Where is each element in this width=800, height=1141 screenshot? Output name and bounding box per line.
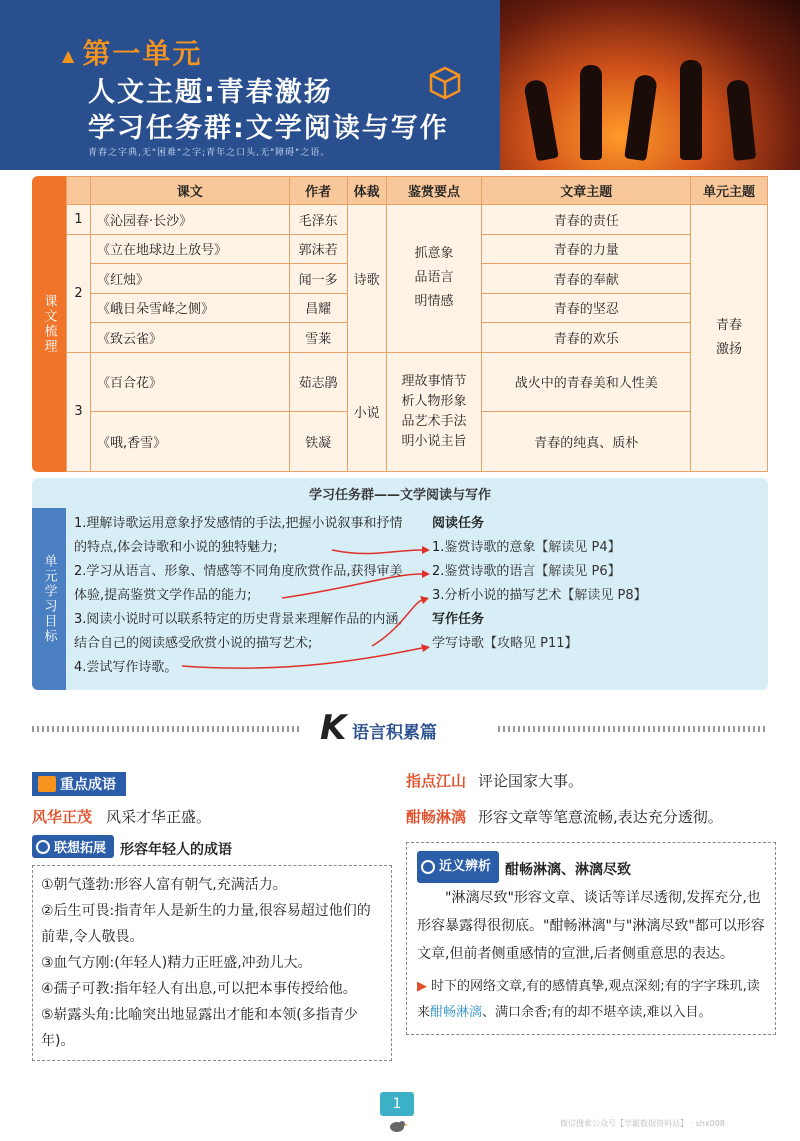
text-title: 《沁园春·长沙》 — [91, 205, 290, 235]
idiom-word: 指点江山 — [406, 772, 467, 790]
header-cell: 文章主题 — [482, 177, 691, 205]
text-author: 郭沫若 — [289, 234, 347, 264]
writing-task-heading: 写作任务 — [432, 612, 485, 627]
assoc-item: ①朝气蓬勃:形容人富有朝气,充满活力。 — [41, 876, 287, 893]
idiom-word: 风华正茂 — [32, 808, 93, 826]
key-idioms-tag — [32, 772, 126, 796]
reading-task — [432, 560, 762, 584]
goals-list — [74, 512, 414, 680]
task-text: 1.鉴赏诗歌的意象 — [432, 540, 536, 555]
jumping-youth-photo — [500, 0, 800, 170]
text-author: 铁凝 — [289, 412, 347, 472]
task-ref: 【解读见 P4】 — [535, 540, 621, 555]
point: 明小说主旨 — [401, 433, 467, 449]
reading-task — [432, 536, 762, 560]
task-ref: 【解读见 P6】 — [535, 564, 621, 579]
unit-header — [0, 0, 800, 170]
group-number: 3 — [67, 352, 91, 472]
assoc-tag — [32, 835, 114, 858]
unit-theme-line: 青春 — [716, 318, 743, 333]
text-title: 《峨日朵雪峰之侧》 — [91, 293, 290, 323]
synonym-tag — [417, 851, 499, 883]
point: 品语言 — [414, 270, 454, 286]
text-theme: 青春的纯真、质朴 — [482, 412, 691, 472]
synonym-title: 酣畅淋漓、淋漓尽致 — [505, 862, 632, 878]
goals-side-label: 单元学习目标 — [32, 508, 66, 690]
example-text: 、满口余香;有的却不堪卒读,难以入目。 — [482, 1005, 712, 1020]
synonym-body: "淋漓尽致"形容文章、谈话等详尽透彻,发挥充分,也形容暴露得很彻底。"酣畅淋漓"与"淋漓尽致"都可以形容文章,但前者侧重感情的宣泄,后者侧重意思的表达。 — [417, 890, 765, 962]
assoc-box — [32, 865, 392, 1061]
idiom-meaning: 评论国家大事。 — [478, 772, 584, 790]
task-ref: 【攻略见 P11】 — [484, 636, 578, 651]
point: 明情感 — [414, 294, 454, 310]
text-theme: 战火中的青春美和人性美 — [482, 352, 691, 412]
tag-text: 重点成语 — [60, 777, 116, 793]
task-text: 2.鉴赏诗歌的语言 — [432, 564, 536, 579]
dotted-divider — [32, 726, 302, 732]
humanities-theme: 人文主题:青春激扬 — [88, 77, 333, 108]
text-title: 《百合花》 — [91, 352, 290, 412]
example-highlight: 酣畅淋漓 — [430, 1005, 483, 1020]
goal-item: 3.阅读小说时可以联系特定的历史背景来理解作品的内涵,结合自己的阅读感受欣赏小说的描写艺术; — [74, 612, 403, 651]
synonym-header — [417, 851, 765, 884]
book-icon — [38, 776, 56, 792]
text-theme: 青春的力量 — [482, 234, 691, 264]
genre-poem: 诗歌 — [347, 205, 386, 353]
cube-icon — [428, 66, 462, 100]
unit-theme — [691, 205, 768, 472]
unit-title — [62, 32, 202, 72]
silhouette — [580, 65, 602, 160]
assoc-title: 形容年轻人的成语 — [120, 841, 233, 858]
tag-text: 联想拓展 — [54, 841, 107, 856]
task-group-title: 学习任务群:文学阅读与写作 — [88, 113, 449, 144]
task-text: 学写诗歌 — [432, 636, 485, 651]
group-number: 2 — [67, 234, 91, 352]
header-cell: 体裁 — [347, 177, 386, 205]
triangle-icon: ▲ — [62, 45, 77, 65]
header-cell: 单元主题 — [691, 177, 768, 205]
text-title: 《致云雀》 — [91, 323, 290, 353]
points-novel — [386, 352, 482, 472]
point: 抓意象 — [414, 246, 454, 262]
bird-icon — [386, 1118, 408, 1134]
text-title: 《哦,香雪》 — [91, 412, 290, 472]
unit-title-text: 第一单元 — [82, 37, 203, 70]
dotted-divider — [498, 726, 768, 732]
left-column — [32, 772, 392, 1061]
circle-icon — [36, 840, 50, 854]
course-outline — [32, 176, 768, 472]
assoc-item: ③血气方刚:(年轻人)精力正旺盛,冲劲儿大。 — [41, 954, 312, 971]
header-cell — [67, 177, 91, 205]
idiom-entry — [406, 802, 776, 832]
triangle-icon: ▶ — [417, 979, 427, 994]
watermark: 微信搜索公众号【学霸数据资料站】 · shx008 — [560, 1119, 725, 1128]
reading-task — [432, 584, 762, 608]
text-theme: 青春的欢乐 — [482, 323, 691, 353]
silhouette — [624, 74, 658, 161]
example-text: 时下的网络文章,有的感情真挚,观点深刻;有的字字珠玑,读来 — [417, 979, 760, 1020]
silhouette — [680, 60, 702, 160]
tag-text: 近义辨析 — [439, 859, 492, 874]
unit-theme-line: 激扬 — [716, 342, 743, 357]
header-cell: 作者 — [289, 177, 347, 205]
section-banner — [32, 708, 768, 748]
point: 理故事情节 — [401, 373, 467, 389]
text-author: 雪莱 — [289, 323, 347, 353]
goals-title: 学习任务群——文学阅读与写作 — [308, 488, 491, 503]
text-title: 《红烛》 — [91, 264, 290, 294]
text-theme: 青春的责任 — [482, 205, 691, 235]
points-poem — [386, 205, 482, 353]
motto: 青春之字典,无"困难"之字;青年之口头,无"障碍"之语。 — [88, 148, 331, 158]
text-theme: 青春的坚忍 — [482, 293, 691, 323]
task-list — [432, 512, 762, 656]
silhouette — [726, 79, 756, 161]
learning-goals — [32, 478, 768, 690]
section-letter: K — [320, 708, 347, 748]
text-theme: 青春的奉献 — [482, 264, 691, 294]
synonym-box — [406, 842, 776, 1035]
page-number: 1 — [380, 1092, 414, 1116]
point: 析人物形象 — [401, 393, 467, 409]
goal-item: 2.学习从语言、形象、情感等不同角度欣赏作品,获得审美体验,提高鉴赏文学作品的能力; — [74, 564, 403, 603]
table-row — [67, 352, 768, 412]
text-author: 茹志鹃 — [289, 352, 347, 412]
task-text: 3.分析小说的描写艺术 — [432, 588, 562, 603]
table-row — [67, 205, 768, 235]
idiom-word: 酣畅淋漓 — [406, 808, 467, 826]
assoc-item: ⑤崭露头角:比喻突出地显露出才能和本领(多指青少年)。 — [41, 1006, 358, 1049]
task-ref: 【解读见 P8】 — [561, 588, 647, 603]
goal-item: 1.理解诗歌运用意象抒发感情的手法,把握小说叙事和抒情的特点,体会诗歌和小说的独特魅力; — [74, 516, 403, 555]
reading-task-heading: 阅读任务 — [432, 516, 485, 531]
table-header-row — [67, 177, 768, 205]
text-author: 毛泽东 — [289, 205, 347, 235]
genre-novel: 小说 — [347, 352, 386, 472]
course-side-label: 课文梳理 — [32, 176, 66, 472]
section-title: 语言积累篇 — [352, 723, 437, 743]
idiom-meaning: 形容文章等笔意流畅,表达充分透彻。 — [478, 808, 723, 826]
group-number: 1 — [67, 205, 91, 235]
text-author: 闻一多 — [289, 264, 347, 294]
example-sentence — [417, 974, 765, 1026]
header-cell: 课文 — [91, 177, 290, 205]
point: 品艺术手法 — [401, 413, 467, 429]
idiom-meaning: 风采才华正盛。 — [106, 808, 212, 826]
silhouette — [523, 79, 559, 162]
header-cell: 鉴赏要点 — [386, 177, 482, 205]
idiom-entry — [32, 806, 392, 827]
writing-task — [432, 632, 762, 656]
assoc-header — [32, 835, 392, 859]
assoc-item: ②后生可畏:指青年人是新生的力量,很容易超过他们的前辈,令人敬畏。 — [41, 902, 371, 945]
text-author: 昌耀 — [289, 293, 347, 323]
text-title: 《立在地球边上放号》 — [91, 234, 290, 264]
course-table — [66, 176, 768, 472]
circle-icon — [421, 860, 435, 874]
goal-item: 4.尝试写作诗歌。 — [74, 660, 178, 675]
right-column — [406, 766, 776, 1035]
idiom-entry — [406, 766, 776, 796]
assoc-item: ④孺子可教:指年轻人有出息,可以把本事传授给他。 — [41, 980, 357, 997]
